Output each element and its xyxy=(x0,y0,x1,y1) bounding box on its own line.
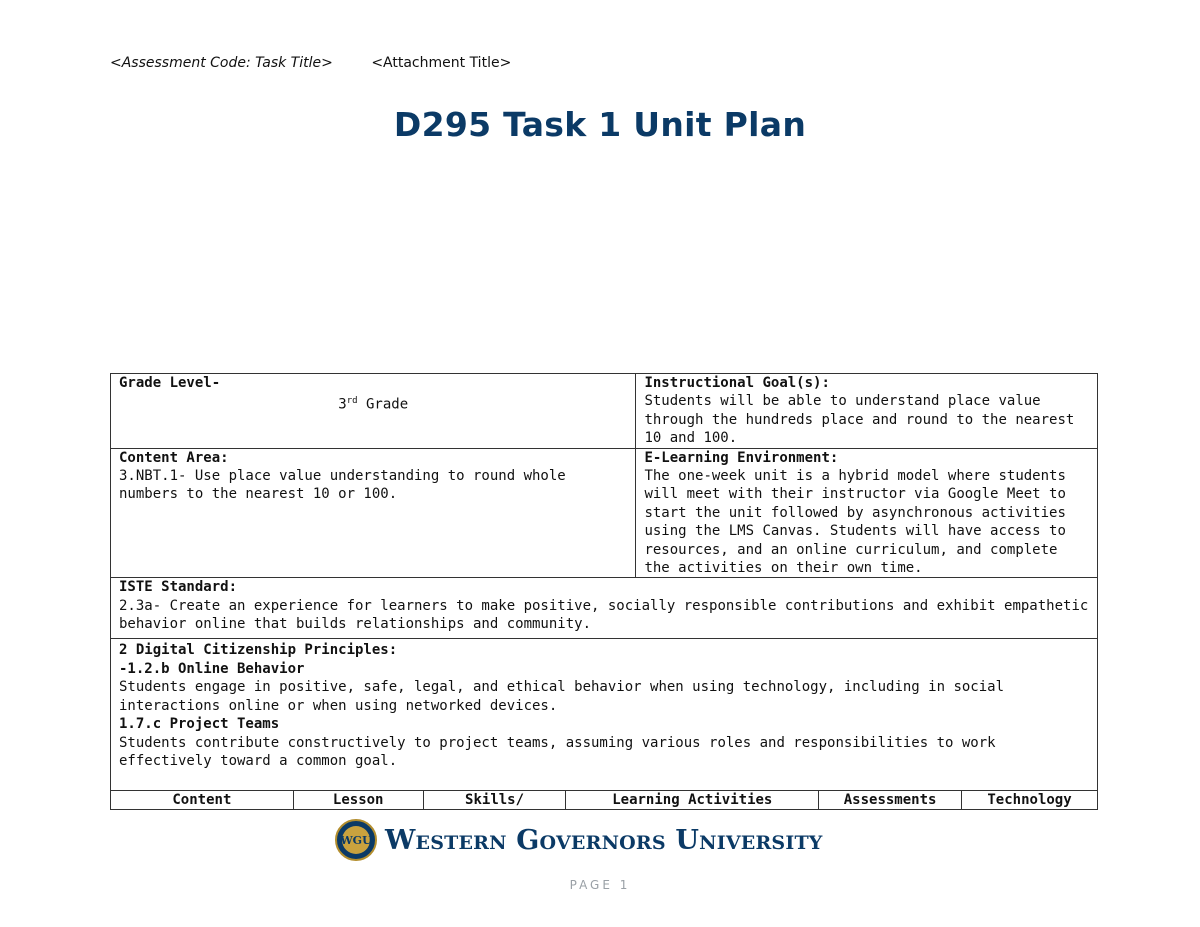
iste-standard-text: 2.3a- Create an experience for learners to make positive, socially responsible contributions and exhibit empathetic behavior online that builds relationships and community. xyxy=(119,597,1089,633)
column-header-technology: Technology xyxy=(962,791,1098,810)
assessment-code: <Assessment Code: Task Title> xyxy=(110,55,333,71)
column-header-content: Content xyxy=(111,791,294,810)
instructional-goal-text: Students will be able to understand place value through the hundreds place and round to the nearest 10 and 100. xyxy=(644,393,1075,447)
attachment-title: <Attachment Title> xyxy=(371,55,512,71)
content-area-label: Content Area: xyxy=(119,449,229,466)
activity-columns-header xyxy=(110,790,1098,810)
grade-level-value: 3rd Grade xyxy=(338,396,409,414)
principle-1-text: Students engage in positive, safe, legal, and ethical behavior when using technology, including in social interactions online or when using networked devices. xyxy=(119,679,1005,714)
principle-1-title: -1.2.b Online Behavior xyxy=(119,660,305,677)
elearning-cell xyxy=(636,448,1098,578)
wgu-seal-icon: WGU xyxy=(335,819,377,861)
page-number: PAGE 1 xyxy=(569,878,631,892)
principle-2-text: Students contribute constructively to project teams, assuming various roles and responsibilities to work effectively toward a common goal. xyxy=(119,734,996,769)
citizenship-cell xyxy=(111,639,1098,810)
iste-standard-cell xyxy=(111,578,1098,639)
iste-standard-label: ISTE Standard: xyxy=(119,579,238,596)
content-area-text: 3.NBT.1- Use place value understanding to round whole numbers to the nearest 10 or 100. xyxy=(119,468,566,503)
table-row xyxy=(111,639,1098,810)
wgu-logo xyxy=(335,818,823,862)
citizenship-label: 2 Digital Citizenship Principles: xyxy=(119,642,398,659)
elearning-label: E-Learning Environment: xyxy=(644,449,839,466)
grade-level-label: Grade Level- xyxy=(119,375,221,391)
column-header-learning-activities: Learning Activities xyxy=(566,791,819,810)
page-title: D295 Task 1 Unit Plan xyxy=(393,105,807,144)
column-header-lesson: Lesson xyxy=(293,791,423,810)
content-area-cell xyxy=(111,448,636,578)
instructional-goal-cell xyxy=(636,374,1098,449)
document-header xyxy=(110,55,511,71)
unit-plan-table xyxy=(110,373,1098,810)
principle-2-title: 1.7.c Project Teams xyxy=(119,716,280,733)
table-row xyxy=(111,374,1098,449)
table-row xyxy=(111,791,1098,810)
wgu-logo-text: Western Governors University xyxy=(385,824,823,856)
instructional-goal-label: Instructional Goal(s): xyxy=(644,375,830,391)
column-header-skills: Skills/ xyxy=(423,791,566,810)
table-row xyxy=(111,578,1098,639)
table-row xyxy=(111,448,1098,578)
grade-level-cell xyxy=(111,374,636,449)
column-header-assessments: Assessments xyxy=(819,791,962,810)
elearning-text: The one-week unit is a hybrid model where students will meet with their instructor via Google Meet to start the unit followed by asynchronous activities using the LMS Canvas. Students will have access to resources, and an online curriculum, and complete the activities on their own time. xyxy=(644,468,1066,577)
